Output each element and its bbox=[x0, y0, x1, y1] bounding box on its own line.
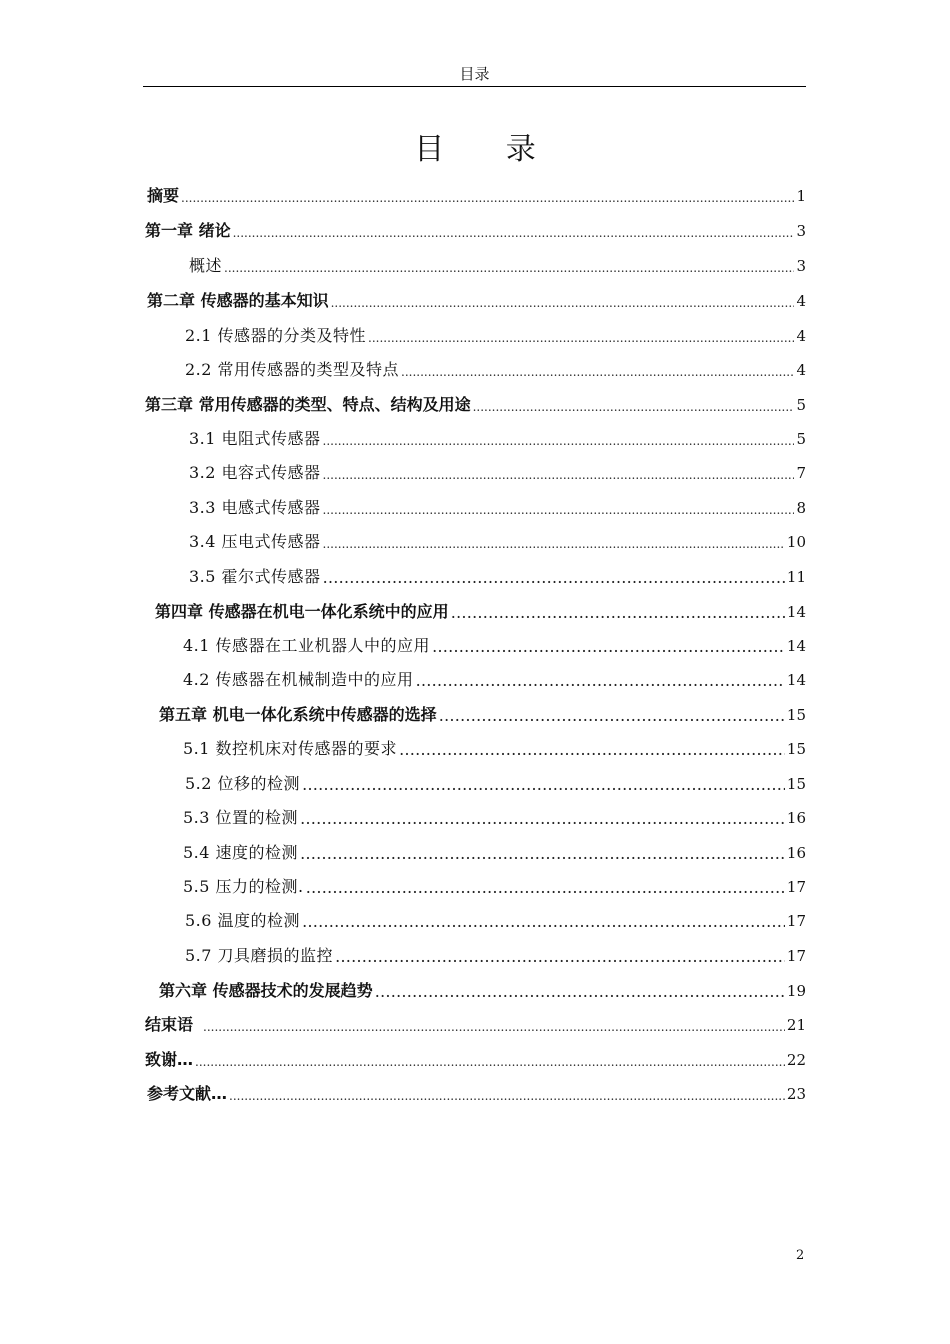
toc-entry-label: 5.5 压力的检测. bbox=[183, 877, 304, 896]
running-header: 目录 bbox=[459, 65, 490, 83]
toc-leader bbox=[401, 363, 794, 381]
toc-entry-page: 4 bbox=[796, 292, 806, 310]
toc-entry-page: 21 bbox=[786, 1016, 806, 1034]
toc-entry-label: 3.4 压电式传感器 bbox=[189, 532, 321, 551]
toc-leader bbox=[224, 259, 794, 277]
toc-leader bbox=[323, 568, 785, 588]
toc-entry-section-5-7[interactable] bbox=[185, 941, 806, 967]
toc-entry-page: 16 bbox=[786, 809, 806, 827]
toc-entry-label: 2.2 常用传感器的类型及特点 bbox=[185, 360, 400, 379]
toc-entry-label: 3.1 电阻式传感器 bbox=[189, 429, 321, 448]
toc-entry-section-4-1[interactable] bbox=[183, 631, 806, 657]
toc-entry-label: 第四章 传感器在机电一体化系统中的应用 bbox=[155, 602, 449, 621]
toc-entry-label: 概述 bbox=[189, 256, 223, 275]
toc-entry-chapter-1[interactable] bbox=[145, 216, 806, 242]
toc-leader bbox=[451, 603, 785, 623]
toc-entry-label: 第二章 传感器的基本知识 bbox=[147, 291, 329, 310]
toc-leader bbox=[306, 878, 785, 898]
toc-entry-page: 8 bbox=[796, 499, 806, 517]
toc-entry-label: 第六章 传感器技术的发展趋势 bbox=[159, 981, 373, 1000]
toc-leader bbox=[323, 501, 795, 519]
toc-entry-label: 第五章 机电一体化系统中传感器的选择 bbox=[159, 705, 437, 724]
toc-entry-label: 参考文献… bbox=[147, 1084, 228, 1103]
toc-entry-label: 结束语 bbox=[145, 1015, 194, 1034]
toc-entry-page: 15 bbox=[786, 706, 806, 724]
toc-leader bbox=[300, 844, 785, 864]
toc-entry-label: 摘要 bbox=[147, 186, 180, 205]
toc-entry-page: 10 bbox=[786, 533, 806, 551]
toc-entry-page: 16 bbox=[786, 844, 806, 862]
toc-entry-references[interactable] bbox=[147, 1079, 806, 1105]
toc-entry-section-3-1[interactable] bbox=[189, 424, 806, 450]
toc-leader bbox=[323, 466, 795, 484]
toc-entry-page: 14 bbox=[786, 671, 806, 689]
toc-leader bbox=[302, 912, 785, 932]
toc-entry-conclusion[interactable] bbox=[145, 1010, 806, 1036]
toc-leader bbox=[300, 809, 785, 829]
toc-leader bbox=[195, 1053, 785, 1071]
toc-entry-acknowledgements[interactable] bbox=[145, 1045, 806, 1071]
toc-entry-page: 14 bbox=[786, 637, 806, 655]
toc-entry-page: 3 bbox=[796, 222, 806, 240]
toc-entry-page: 15 bbox=[786, 740, 806, 758]
toc-entry-chapter-3[interactable] bbox=[145, 390, 806, 416]
toc-entry-section-2-1[interactable] bbox=[185, 321, 806, 347]
toc-entry-label: 5.3 位置的检测 bbox=[183, 808, 299, 827]
toc-leader bbox=[229, 1087, 785, 1105]
toc-entry-page: 17 bbox=[786, 878, 806, 896]
toc-entry-section-3-5[interactable] bbox=[189, 562, 806, 588]
toc-entry-chapter-4[interactable] bbox=[155, 597, 806, 623]
toc-entry-page: 5 bbox=[796, 396, 806, 414]
toc-entry-label: 第三章 常用传感器的类型、特点、结构及用途 bbox=[145, 395, 471, 414]
toc-entry-page: 22 bbox=[786, 1051, 806, 1069]
toc-entry-section-5-6[interactable] bbox=[185, 906, 806, 932]
toc-leader bbox=[203, 1018, 785, 1036]
toc-entry-section-2-2[interactable] bbox=[185, 355, 806, 381]
toc-entry-section-5-5[interactable] bbox=[183, 872, 806, 898]
toc-entry-section-5-3[interactable] bbox=[183, 803, 806, 829]
toc-entry-page: 23 bbox=[786, 1085, 806, 1103]
page-number: 2 bbox=[796, 1248, 805, 1263]
toc-leader bbox=[439, 706, 785, 726]
toc-entry-label: 5.1 数控机床对传感器的要求 bbox=[183, 739, 398, 758]
toc-entry-page: 7 bbox=[796, 464, 806, 482]
toc-entry-page: 17 bbox=[786, 912, 806, 930]
toc-entry-section-5-4[interactable] bbox=[183, 838, 806, 864]
toc-leader bbox=[233, 224, 795, 242]
toc-entry-chapter-5[interactable] bbox=[159, 700, 806, 726]
toc-entry-section-3-2[interactable] bbox=[189, 458, 806, 484]
toc-entry-abstract[interactable] bbox=[147, 181, 806, 207]
toc-leader bbox=[331, 294, 795, 312]
toc-entry-label: 5.4 速度的检测 bbox=[183, 843, 299, 862]
toc-entry-label: 3.2 电容式传感器 bbox=[189, 463, 321, 482]
toc-leader bbox=[335, 947, 785, 967]
toc-leader bbox=[323, 535, 785, 553]
toc-leader bbox=[181, 189, 794, 207]
toc-entry-label: 致谢… bbox=[145, 1050, 194, 1069]
toc-entry-label: 4.2 传感器在机械制造中的应用 bbox=[183, 670, 414, 689]
toc-leader bbox=[368, 329, 794, 347]
toc-entry-label: 4.1 传感器在工业机器人中的应用 bbox=[183, 636, 431, 655]
toc-entry-section-5-1[interactable] bbox=[183, 734, 806, 760]
toc-entry-section-3-3[interactable] bbox=[189, 493, 806, 519]
toc-entry-page: 5 bbox=[796, 430, 806, 448]
toc-leader bbox=[375, 982, 785, 1002]
toc-entry-page: 4 bbox=[796, 361, 806, 379]
toc-title: 目 录 bbox=[414, 132, 562, 167]
toc-entry-chapter-6[interactable] bbox=[159, 976, 806, 1002]
toc-entry-label: 3.5 霍尔式传感器 bbox=[189, 567, 321, 586]
toc-entry-label: 2.1 传感器的分类及特性 bbox=[185, 326, 367, 345]
toc-entry-page: 14 bbox=[786, 603, 806, 621]
toc-entry-overview[interactable] bbox=[189, 251, 806, 277]
toc-entry-page: 17 bbox=[786, 947, 806, 965]
toc-entry-label: 5.7 刀具磨损的监控 bbox=[185, 946, 334, 965]
toc-entry-label: 3.3 电感式传感器 bbox=[189, 498, 321, 517]
toc-entry-chapter-2[interactable] bbox=[147, 286, 806, 312]
toc-leader bbox=[302, 775, 785, 795]
toc-entry-page: 11 bbox=[786, 568, 806, 586]
toc-entry-label: 5.2 位移的检测 bbox=[185, 774, 301, 793]
toc-entry-page: 1 bbox=[796, 187, 806, 205]
toc-leader bbox=[416, 671, 785, 691]
toc-entry-section-3-4[interactable] bbox=[189, 527, 806, 553]
toc-entry-page: 4 bbox=[796, 327, 806, 345]
toc-entry-page: 3 bbox=[796, 257, 806, 275]
toc-entry-section-4-2[interactable] bbox=[183, 665, 806, 691]
toc-leader bbox=[432, 637, 785, 657]
toc-leader bbox=[473, 398, 795, 416]
toc-leader bbox=[323, 432, 795, 450]
toc-entry-label: 5.6 温度的检测 bbox=[185, 911, 301, 930]
toc-entry-page: 15 bbox=[786, 775, 806, 793]
toc-entry-page: 19 bbox=[786, 982, 806, 1000]
toc-leader bbox=[399, 740, 785, 760]
toc-entry-label: 第一章 绪论 bbox=[145, 221, 231, 240]
toc-entry-section-5-2[interactable] bbox=[185, 769, 806, 795]
